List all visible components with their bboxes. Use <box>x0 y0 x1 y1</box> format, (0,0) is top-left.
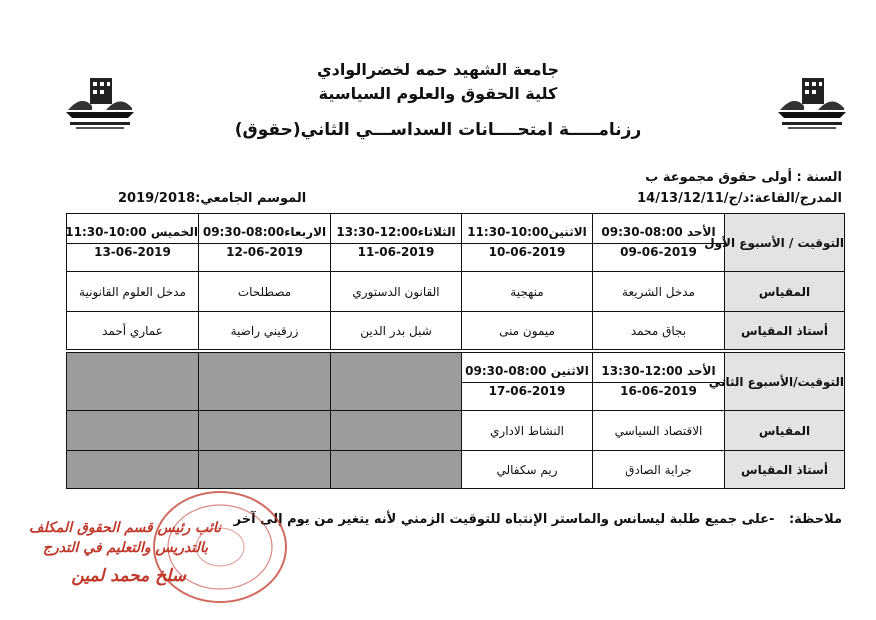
week2-teacher-row <box>67 451 845 489</box>
empty-cell <box>331 411 462 451</box>
week1-day-cell <box>462 214 593 272</box>
module-cell: النشاط الاداري <box>462 411 593 451</box>
empty-cell <box>331 451 462 489</box>
university-name: جامعة الشهيد حمه لخضرالوادي <box>316 60 560 79</box>
year-group: السنة : أولى حقوق مجموعة ب <box>645 170 842 185</box>
exam-date: 13-06-2019 <box>94 244 171 259</box>
faculty-name: كلية الحقوق والعلوم السياسية <box>318 84 558 103</box>
note-label: ملاحظة: <box>788 512 842 527</box>
university-logo-right <box>774 70 848 132</box>
note-text: -على جميع طلبة ليسانس والماستر الإنتباه للتوقيت الزمني لأنه يتغير من يوم إلى آخر <box>233 512 775 527</box>
exam-time: الأحد 08:00-09:30 <box>601 224 716 239</box>
note <box>234 512 842 527</box>
empty-cell <box>67 353 199 411</box>
week2-module-row <box>67 411 845 451</box>
week2-module-header: المقياس <box>725 411 845 451</box>
module-cell: الاقتصاد السياسي <box>593 411 725 451</box>
week1-module-row <box>67 272 845 312</box>
week1-teacher-header: أستاذ المقياس <box>725 312 845 350</box>
module-cell: القانون الدستوري <box>331 272 462 312</box>
empty-cell <box>331 353 462 411</box>
exam-date: 12-06-2019 <box>226 244 303 259</box>
week2-time-row <box>67 353 845 411</box>
document-title: رزنامـــــة امتحــــانات السداســـي الثاني(حقوق) <box>234 120 642 140</box>
module-cell: منهجية <box>462 272 593 312</box>
week1-day-cell <box>199 214 331 272</box>
week1-day-cell <box>331 214 462 272</box>
exam-time: الأحد 12:00-13:30 <box>601 363 716 378</box>
teacher-cell: عماري أحمد <box>67 312 199 350</box>
week2-time-header: التوقيت/الأسبوع الثاني <box>725 353 845 411</box>
empty-cell <box>67 451 199 489</box>
university-logo-left <box>62 70 136 132</box>
season: الموسم الجامعي:2019/2018 <box>118 191 307 206</box>
exam-time: الاثنين 08:00-09:30 <box>465 363 589 378</box>
empty-cell <box>67 411 199 451</box>
exam-date: 09-06-2019 <box>620 244 697 259</box>
module-cell: مدخل الشريعة <box>593 272 725 312</box>
exam-date: 17-06-2019 <box>488 383 566 398</box>
teacher-cell: ميمون منى <box>462 312 593 350</box>
teacher-cell: جراية الصادق <box>593 451 725 489</box>
signature-name: سلخ محمد لمين <box>71 566 186 586</box>
empty-cell <box>199 353 331 411</box>
exam-date: 16-06-2019 <box>620 383 697 398</box>
exam-date: 10-06-2019 <box>488 244 566 259</box>
week1-table <box>66 213 845 350</box>
exam-time: الاثنين10:00-11:30 <box>467 224 587 239</box>
week2-table <box>66 352 845 489</box>
week1-teacher-row <box>67 312 845 350</box>
week1-time-header: التوقيت / الأسبوع الأول <box>725 214 845 272</box>
teacher-cell: شبل بدر الدين <box>331 312 462 350</box>
teacher-cell: ريم سكفالي <box>462 451 593 489</box>
teacher-cell: زرقيني راضية <box>199 312 331 350</box>
exam-time: الخميس 10:00-11:30 <box>65 224 198 239</box>
module-cell: مصطلحات <box>199 272 331 312</box>
exam-date: 11-06-2019 <box>357 244 435 259</box>
empty-cell <box>199 411 331 451</box>
signature-line1: نائب رئيس قسم الحقوق المكلف <box>28 520 221 536</box>
week1-time-row <box>67 214 845 272</box>
week1-day-cell <box>67 214 199 272</box>
teacher-cell: بجاق محمد <box>593 312 725 350</box>
week1-module-header: المقياس <box>725 272 845 312</box>
exam-time: الاربعاء08:00-09:30 <box>202 224 327 239</box>
week2-day-cell <box>462 353 593 411</box>
week1-day-cell <box>593 214 725 272</box>
module-cell: مدخل العلوم القانونية <box>67 272 199 312</box>
signature-line2: بالتدريس والتعليم في التدرج <box>42 540 208 556</box>
week2-day-cell <box>593 353 725 411</box>
exam-time: الثلاثاء12:00-13:30 <box>336 224 456 239</box>
hall: المدرج/القاعة:د/ج/14/13/12/11 <box>637 191 842 206</box>
week2-teacher-header: أستاذ المقياس <box>725 451 845 489</box>
empty-cell <box>199 451 331 489</box>
